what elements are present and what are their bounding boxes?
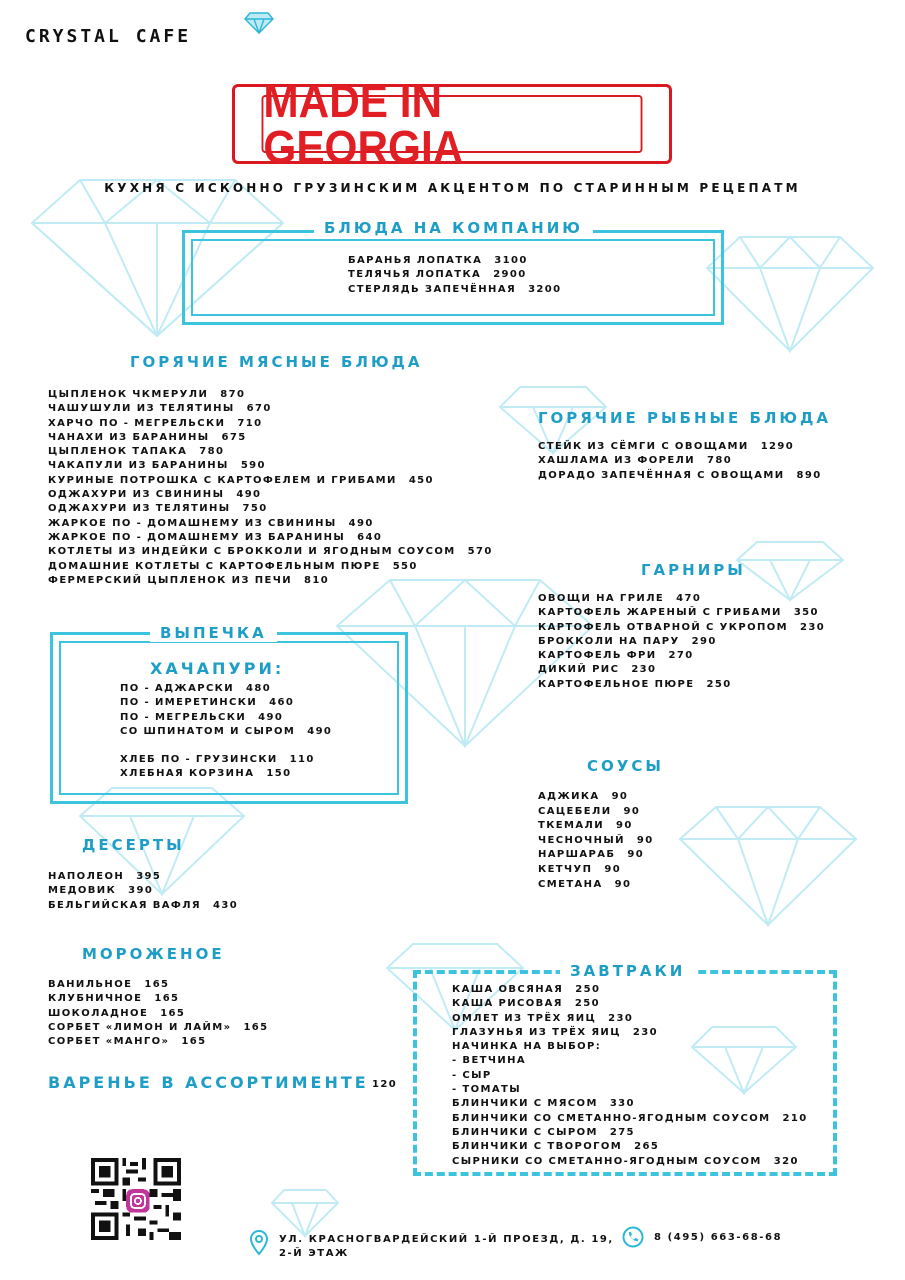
- menu-item: ЧАКАПУЛИ ИЗ БАРАНИНЫ 590: [48, 460, 266, 472]
- address-line-1: УЛ. КРАСНОГВАРДЕЙСКИЙ 1-Й ПРОЕЗД, Д. 19,: [279, 1234, 614, 1245]
- menu-item: ОМЛЕТ ИЗ ТРЁХ ЯИЦ 230: [452, 1012, 634, 1024]
- menu-item: ЖАРКОЕ ПО - ДОМАШНЕМУ ИЗ СВИНИНЫ 490: [48, 517, 374, 529]
- section-title-sauces: СОУСЫ: [587, 757, 664, 775]
- menu-item: ПО - МЕГРЕЛЬСКИ 490: [120, 711, 284, 723]
- phone-icon: [622, 1226, 644, 1248]
- menu-item: ТКЕМАЛИ 90: [538, 820, 633, 832]
- menu-item: БЛИНЧИКИ С МЯСОМ 330: [452, 1098, 635, 1110]
- menu-item: ГЛАЗУНЬЯ ИЗ ТРЁХ ЯИЦ 230: [452, 1026, 658, 1038]
- menu-item: ТЕЛЯЧЬЯ ЛОПАТКА 2900: [348, 269, 527, 281]
- section-title-icecream: МОРОЖЕНОЕ: [82, 945, 225, 963]
- menu-item: БЕЛЬГИЙСКАЯ ВАФЛЯ 430: [48, 899, 239, 911]
- menu-item: СОРБЕТ «МАНГО» 165: [48, 1036, 207, 1048]
- menu-item: КАРТОФЕЛЬ ОТВАРНОЙ С УКРОПОМ 230: [538, 621, 826, 633]
- khachapuri-list: [120, 682, 332, 782]
- section-title-meat: ГОРЯЧИЕ МЯСНЫЕ БЛЮДА: [130, 353, 423, 371]
- menu-item: ХЛЕБ ПО - ГРУЗИНСКИ 110: [120, 754, 315, 766]
- breakfast-list: [452, 983, 808, 1169]
- menu-item: ОВОЩИ НА ГРИЛЕ 470: [538, 593, 702, 604]
- section-title-company: БЛЮДА НА КОМПАНИЮ: [314, 219, 593, 237]
- section-title-garnish: ГАРНИРЫ: [641, 561, 746, 579]
- menu-item: КАРТОФЕЛЬНОЕ ПЮРЕ 250: [538, 678, 732, 690]
- location-pin-icon: [250, 1230, 268, 1256]
- menu-item: СО ШПИНАТОМ И СЫРОМ 490: [120, 725, 333, 737]
- section-title-desserts: ДЕСЕРТЫ: [82, 836, 185, 854]
- menu-item: СТЕРЛЯДЬ ЗАПЕЧЁННАЯ 3200: [348, 283, 562, 295]
- menu-item: ЦЫПЛЕНОК ТАПАКА 780: [48, 446, 225, 458]
- menu-item: ХАШЛАМА ИЗ ФОРЕЛИ 780: [538, 455, 733, 467]
- menu-item: КУРИНЫЕ ПОТРОШКА С КАРТОФЕЛЕМ И ГРИБАМИ 450: [48, 474, 434, 486]
- menu-item: ОДЖАХУРИ ИЗ СВИНИНЫ 490: [48, 489, 262, 501]
- menu-item: ЧАШУШУЛИ ИЗ ТЕЛЯТИНЫ 670: [48, 403, 272, 415]
- menu-item: БЛИНЧИКИ С ТВОРОГОМ 265: [452, 1141, 660, 1153]
- phone-number[interactable]: 8 (495) 663-68-68: [654, 1232, 783, 1243]
- jam-price: 120: [372, 1079, 398, 1090]
- menu-item: ЧАНАХИ ИЗ БАРАНИНЫ 675: [48, 431, 247, 443]
- company-list: [348, 254, 562, 297]
- menu-item: КАРТОФЕЛЬ ЖАРЕНЫЙ С ГРИБАМИ 350: [538, 607, 819, 619]
- address-line-2: 2-Й ЭТАЖ: [279, 1248, 349, 1259]
- diamond-decoration: [705, 235, 875, 353]
- menu-item: НАРШАРАБ 90: [538, 849, 645, 861]
- menu-item: ДИКИЙ РИС 230: [538, 664, 657, 676]
- menu-item: НАЧИНКА НА ВЫБОР:: [452, 1041, 602, 1053]
- diamond-logo-icon: [244, 12, 274, 34]
- menu-item: СЫРНИКИ СО СМЕТАННО-ЯГОДНЫМ СОУСОМ 320: [452, 1155, 799, 1167]
- menu-item: БЛИНЧИКИ СО СМЕТАННО-ЯГОДНЫМ СОУСОМ 210: [452, 1112, 808, 1124]
- menu-item: ЦЫПЛЕНОК ЧКМЕРУЛИ 870: [48, 389, 246, 400]
- menu-item: СОРБЕТ «ЛИМОН И ЛАЙМ» 165: [48, 1021, 269, 1033]
- section-title-jam: ВАРЕНЬЕ В АССОРТИМЕНТЕ: [48, 1073, 369, 1092]
- sauces-list: [538, 790, 654, 892]
- menu-item: ПО - ИМЕРЕТИНСКИ 460: [120, 697, 295, 709]
- section-title-fish: ГОРЯЧИЕ РЫБНЫЕ БЛЮДА: [538, 409, 831, 427]
- menu-item: ЧЕСНОЧНЫЙ 90: [538, 834, 654, 846]
- section-title-bakery: ВЫПЕЧКА: [150, 624, 277, 642]
- menu-item: КАРТОФЕЛЬ ФРИ 270: [538, 650, 694, 662]
- menu-item: ХЛЕБНАЯ КОРЗИНА 150: [120, 768, 292, 780]
- menu-item: БРОККОЛИ НА ПАРУ 290: [538, 635, 717, 647]
- menu-item: ХАРЧО ПО - МЕГРЕЛЬСКИ 710: [48, 417, 263, 429]
- menu-item: ЖАРКОЕ ПО - ДОМАШНЕМУ ИЗ БАРАНИНЫ 640: [48, 531, 383, 543]
- logo-text: MADE IN GEORGIA: [262, 95, 643, 153]
- section-title-breakfast: ЗАВТРАКИ: [560, 962, 695, 980]
- menu-item: - СЫР: [452, 1069, 492, 1081]
- menu-item: ШОКОЛАДНОЕ 165: [48, 1007, 186, 1019]
- menu-item: ВАНИЛЬНОЕ 165: [48, 979, 170, 990]
- diamond-decoration: [270, 1188, 340, 1238]
- menu-item: СТЕЙК ИЗ СЁМГИ С ОВОЩАМИ 1290: [538, 441, 795, 452]
- menu-item: ОДЖАХУРИ ИЗ ТЕЛЯТИНЫ 750: [48, 503, 268, 515]
- menu-item: - ТОМАТЫ: [452, 1084, 522, 1096]
- tagline: КУХНЯ С ИСКОННО ГРУЗИНСКИМ АКЦЕНТОМ ПО СТАРИННЫМ РЕЦЕПАТМ: [104, 181, 801, 195]
- menu-item: АДЖИКА 90: [538, 791, 629, 802]
- menu-item: ПО - АДЖАРСКИ 480: [120, 683, 272, 694]
- menu-item: БАРАНЬЯ ЛОПАТКА 3100: [348, 255, 528, 266]
- menu-item: КАША РИСОВАЯ 250: [452, 998, 600, 1010]
- menu-item: КАША ОВСЯНАЯ 250: [452, 984, 601, 995]
- garnish-list: [538, 592, 825, 692]
- desserts-list: [48, 870, 238, 913]
- meat-list: [48, 388, 493, 588]
- menu-item: ФЕРМЕРСКИЙ ЦЫПЛЕНОК ИЗ ПЕЧИ 810: [48, 574, 330, 586]
- fish-list: [538, 440, 822, 483]
- icecream-list: [48, 978, 269, 1049]
- menu-item: САЦЕБЕЛИ 90: [538, 805, 641, 817]
- menu-item: НАПОЛЕОН 395: [48, 871, 162, 882]
- menu-item: - ВЕТЧИНА: [452, 1055, 527, 1067]
- menu-item: ДОМАШНИЕ КОТЛЕТЫ С КАРТОФЕЛЬНЫМ ПЮРЕ 550: [48, 560, 418, 572]
- address: [279, 1233, 614, 1261]
- menu-item: МЕДОВИК 390: [48, 885, 154, 897]
- brand-name: CRYSTAL CAFE: [25, 26, 192, 47]
- khachapuri-subtitle: ХАЧАПУРИ:: [150, 659, 285, 678]
- menu-item: ДОРАДО ЗАПЕЧЁННАЯ С ОВОЩАМИ 890: [538, 469, 822, 481]
- qr-code[interactable]: [90, 1158, 182, 1240]
- menu-item: КЛУБНИЧНОЕ 165: [48, 993, 180, 1005]
- made-in-georgia-logo: [232, 75, 672, 173]
- menu-item: КЕТЧУП 90: [538, 863, 622, 875]
- menu-item: СМЕТАНА 90: [538, 878, 632, 890]
- menu-item: КОТЛЕТЫ ИЗ ИНДЕЙКИ С БРОККОЛИ И ЯГОДНЫМ СОУСОМ 570: [48, 546, 493, 558]
- diamond-decoration: [678, 805, 858, 927]
- menu-item: БЛИНЧИКИ С СЫРОМ 275: [452, 1126, 635, 1138]
